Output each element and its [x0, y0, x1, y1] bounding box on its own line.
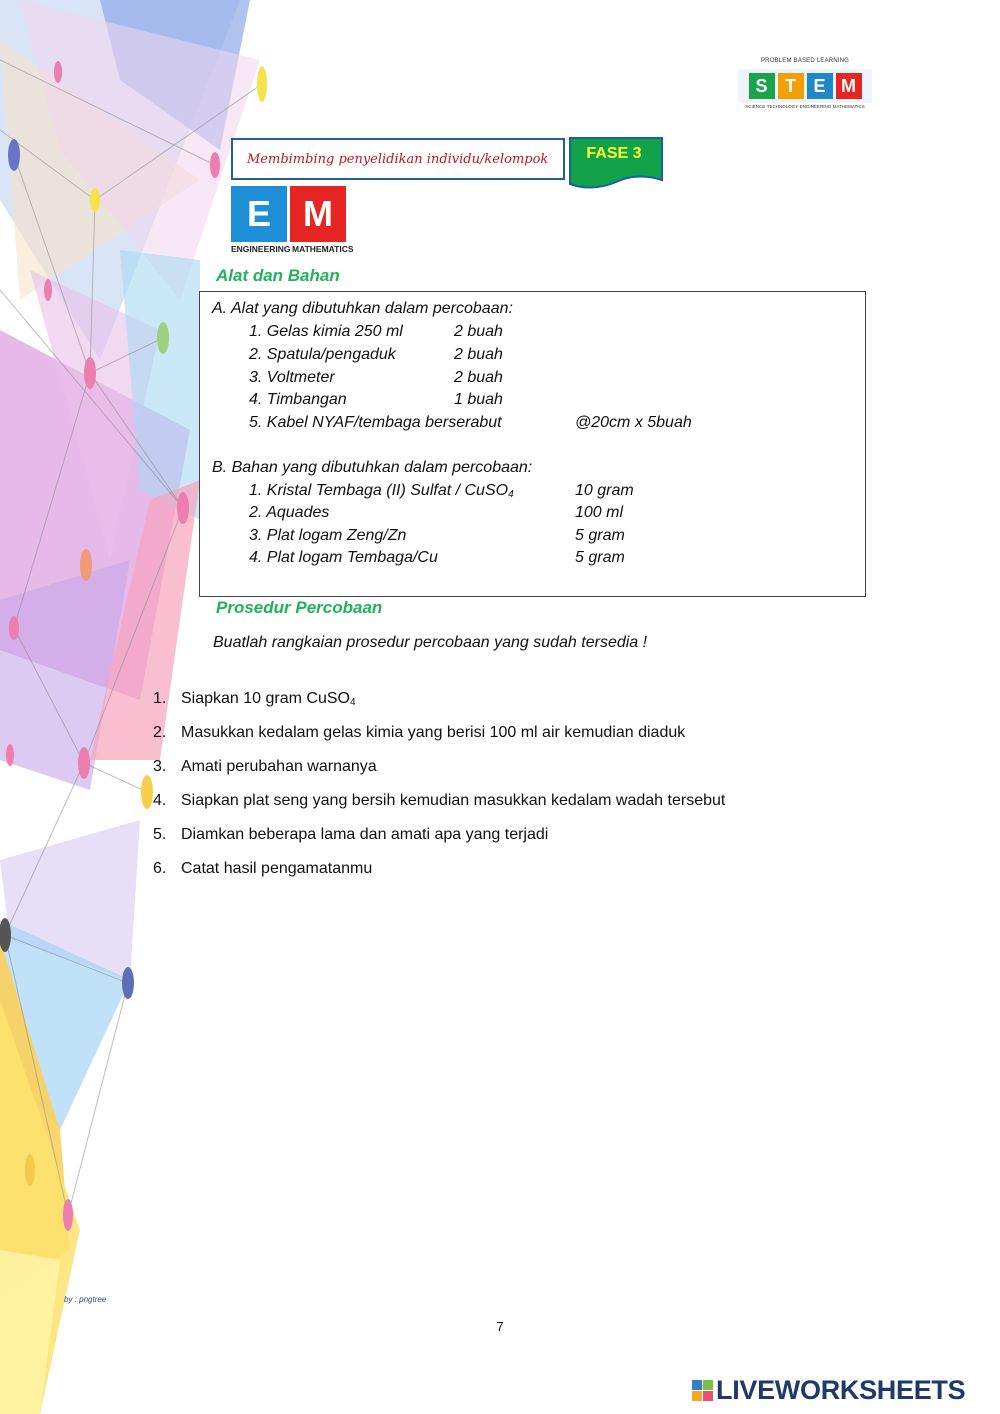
stem-letter-m: M	[836, 73, 862, 99]
tool-qty: 1 buah	[454, 391, 503, 408]
em-letter-e: E	[231, 186, 287, 242]
prosedur-heading: Prosedur Percobaan	[216, 598, 383, 617]
step-text: Catat hasil pengamatanmu	[181, 860, 373, 877]
step-text: Diamkan beberapa lama dan amati apa yang terjadi	[181, 826, 549, 843]
procedure-step[interactable]	[153, 690, 853, 724]
step-number: 5.	[153, 826, 167, 843]
em-label-engineering: ENGINEERING	[231, 244, 291, 254]
procedure-step[interactable]	[153, 792, 853, 826]
tool-name: 5. Kabel NYAF/tembaga berserabut	[249, 414, 502, 431]
tool-name: 4. Timbangan	[249, 391, 347, 408]
step-text: Amati perubahan warnanya	[181, 758, 377, 775]
liveworksheets-logo[interactable]	[692, 1374, 965, 1406]
step-number: 2.	[153, 724, 167, 741]
page-number: 7	[496, 1319, 504, 1334]
material-qty: 100 ml	[575, 504, 624, 521]
stem-logo-subtitle: SCIENCE·TECHNOLOGY·ENGINEERING·MATHEMATICS	[745, 104, 865, 109]
phase-title: Membimbing penyelidikan individu/kelompok	[247, 151, 549, 167]
tool-name: 2. Spatula/pengaduk	[249, 346, 396, 363]
tool-qty: 2 buah	[454, 369, 503, 386]
em-letter-m: M	[290, 186, 346, 242]
tool-qty: 2 buah	[454, 346, 503, 363]
stem-logo-top-text: PROBLEM BASED LEARNING	[760, 58, 850, 64]
stem-letter-boxes	[738, 69, 872, 103]
material-name: 3. Plat logam Zeng/Zn	[249, 527, 407, 544]
materials-box	[199, 291, 866, 597]
tool-name: 1. Gelas kimia 250 ml	[249, 323, 403, 340]
stem-letter-s: S	[749, 73, 775, 99]
image-credit: by : pngtree	[64, 1295, 107, 1304]
step-number: 4.	[153, 792, 167, 809]
procedure-step[interactable]	[153, 758, 853, 792]
material-name: 2. Aquades	[249, 504, 330, 521]
material-name: 1. Kristal Tembaga (II) Sulfat / CuSO$_4$	[249, 482, 514, 500]
step-number: 6.	[153, 860, 167, 877]
phase-badge-label: FASE 3	[586, 145, 642, 162]
stem-letter-t: T	[778, 73, 804, 99]
liveworksheets-icon	[692, 1380, 713, 1401]
step-number: 3.	[153, 758, 167, 775]
material-qty: 5 gram	[575, 549, 625, 566]
step-text: Siapkan 10 gram CuSO$_4$	[181, 690, 356, 708]
stem-letter-e: E	[807, 73, 833, 99]
tool-qty: @20cm x 5buah	[575, 414, 692, 431]
procedure-steps-list	[153, 690, 853, 894]
tool-name: 3. Voltmeter	[249, 369, 335, 386]
em-label-mathematics: MATHEMATICS	[292, 244, 354, 254]
alat-bahan-heading: Alat dan Bahan	[216, 266, 340, 285]
material-name: 4. Plat logam Tembaga/Cu	[249, 549, 438, 566]
section-b-title: B. Bahan yang dibutuhkan dalam percobaan:	[212, 459, 533, 476]
step-text: Masukkan kedalam gelas kimia yang berisi 100 ml air kemudian diaduk	[181, 724, 686, 741]
procedure-step[interactable]	[153, 860, 853, 894]
phase-badge	[568, 136, 664, 190]
em-logo	[231, 186, 353, 256]
prosedur-instruction: Buatlah rangkaian prosedur percobaan yang sudah tersedia !	[213, 634, 648, 651]
procedure-step[interactable]	[153, 826, 853, 860]
step-text: Siapkan plat seng yang bersih kemudian masukkan kedalam wadah tersebut	[181, 792, 726, 809]
tool-qty: 2 buah	[454, 323, 503, 340]
procedure-step[interactable]	[153, 724, 853, 758]
phase-title-box	[231, 138, 565, 180]
material-qty: 10 gram	[575, 482, 634, 499]
step-number: 1.	[153, 690, 167, 707]
liveworksheets-brand: LIVEWORKSHEETS	[716, 1374, 966, 1405]
stem-logo	[738, 58, 872, 126]
section-a-title: A. Alat yang dibutuhkan dalam percobaan:	[212, 300, 513, 317]
material-qty: 5 gram	[575, 527, 625, 544]
